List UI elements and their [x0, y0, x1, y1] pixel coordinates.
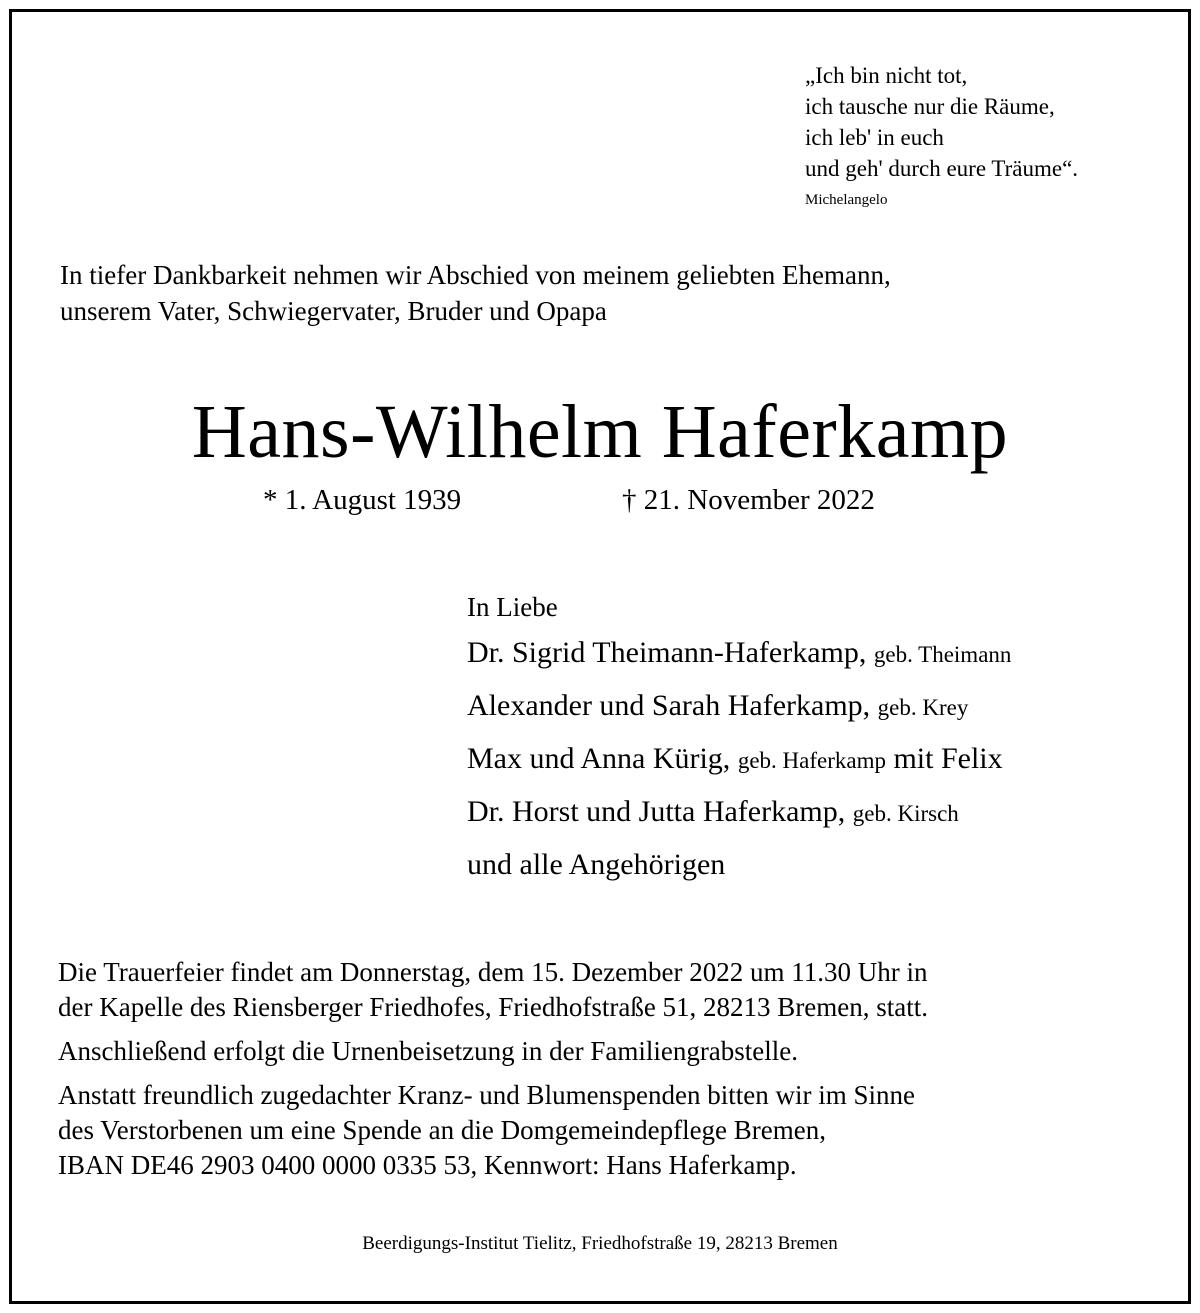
donation-line: IBAN DE46 2903 0400 0000 0335 53, Kennwort: Hans Haferkamp. — [58, 1150, 797, 1180]
burial-paragraph — [58, 1034, 1168, 1069]
ceremony-line: Die Trauerfeier findet am Donnerstag, dem 15. Dezember 2022 um 11.30 Uhr in — [58, 957, 928, 987]
quote-line: „Ich bin nicht tot, — [805, 63, 968, 88]
ceremony-paragraph — [58, 955, 1168, 1025]
mourner-name: Dr. Sigrid Theimann-Haferkamp, — [467, 636, 867, 669]
deceased-name: Hans-Wilhelm Haferkamp — [191, 390, 1009, 474]
mourner-row — [467, 688, 1187, 726]
donation-paragraph — [58, 1078, 1168, 1183]
maiden-name-note: geb. Theimann — [873, 642, 1012, 667]
mourner-suffix: mit Felix — [893, 742, 1003, 775]
mourner-row — [467, 741, 1187, 779]
maiden-name-note: geb. Haferkamp — [737, 748, 886, 773]
mourner-name: Dr. Horst und Jutta Haferkamp, — [467, 795, 846, 828]
undertaker-footer: Beerdigungs-Institut Tielitz, Friedhofstraße 19, 28213 Bremen — [362, 1233, 838, 1254]
mourners-closing: und alle Angehörigen — [467, 848, 726, 881]
birth-date: * 1. August 1939 — [263, 484, 462, 516]
ceremony-line: der Kapelle des Riensberger Friedhofes, Friedhofstraße 51, 28213 Bremen, statt. — [58, 992, 929, 1022]
maiden-name-note: geb. Kirsch — [852, 801, 959, 826]
epigraph-quote — [805, 60, 1175, 209]
death-date: † 21. November 2022 — [622, 484, 875, 516]
intro-text — [60, 257, 1160, 329]
mourner-name: Max und Anna Kürig, — [467, 742, 731, 775]
mourners-list — [467, 590, 1187, 898]
mourners-intro: In Liebe — [467, 592, 558, 622]
quote-line: und geh' durch eure Träume“. — [805, 156, 1079, 181]
mourner-row — [467, 794, 1187, 832]
quote-line: ich leb' in euch — [805, 125, 944, 150]
maiden-name-note: geb. Krey — [877, 695, 969, 720]
quote-author: Michelangelo — [805, 192, 888, 208]
intro-line: unserem Vater, Schwiegervater, Bruder und Opapa — [60, 296, 607, 326]
donation-line: des Verstorbenen um eine Spende an die Domgemeindepflege Bremen, — [58, 1115, 827, 1145]
mourner-name: Alexander und Sarah Haferkamp, — [467, 689, 871, 722]
burial-line: Anschließend erfolgt die Urnenbeisetzung in der Familiengrabstelle. — [58, 1036, 799, 1066]
quote-line: ich tausche nur die Räume, — [805, 94, 1055, 119]
intro-line: In tiefer Dankbarkeit nehmen wir Abschied von meinem geliebten Ehemann, — [60, 260, 891, 290]
donation-line: Anstatt freundlich zugedachter Kranz- und Blumenspenden bitten wir im Sinne — [58, 1080, 916, 1110]
mourner-row — [467, 635, 1187, 673]
funeral-details — [58, 955, 1168, 1192]
